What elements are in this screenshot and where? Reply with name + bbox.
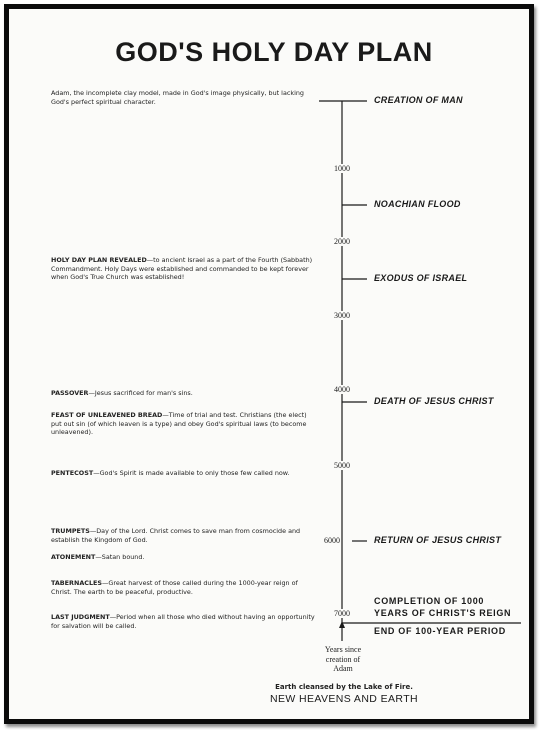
poster-frame (4, 4, 534, 724)
desc-holy-day-plan: HOLY DAY PLAN REVEALED—to ancient Israel as a part of the Fourth (Sabbath) Commandment. Holy Days were established and commanded to be kept forever when God's True Church was established! (51, 256, 313, 282)
desc-adam: Adam, the incomplete clay model, made in God's image physically, but lacking God's perfect spiritual character. (51, 89, 304, 106)
axis-arrow-head (339, 621, 345, 628)
year-5000: 5000 (322, 461, 362, 470)
year-6000: 6000 (324, 536, 340, 545)
desc-passover: PASSOVER—Jesus sacrificed for man's sins. (51, 389, 193, 397)
desc-pentecost: PENTECOST—God's Spirit is made available to only those few called now. (51, 469, 290, 477)
desc-unleavened-bread: FEAST OF UNLEAVENED BREAD—Time of trial and test. Christians (the elect) put out sin (of which leaven is a type) and obey God's spiritual laws (to become unleavened). (51, 411, 307, 437)
year-2000: 2000 (322, 237, 362, 246)
year-4000: 4000 (322, 385, 362, 394)
timeline-caption: Years since creation of Adam (324, 645, 362, 673)
event-creation-of-man: CREATION OF MAN (374, 95, 463, 105)
page-title: GOD'S HOLY DAY PLAN (115, 37, 433, 67)
event-return-of-jesus-christ: RETURN OF JESUS CHRIST (374, 535, 502, 545)
event-completion-of-1000: COMPLETION OF 1000 (374, 596, 485, 606)
event-noachian-flood: NOACHIAN FLOOD (374, 199, 461, 209)
desc-tabernacles: TABERNACLES—Great harvest of those called during the 1000-year reign of Christ. The earth to be peaceful, productive. (51, 579, 298, 596)
desc-trumpets: TRUMPETS—Day of the Lord. Christ comes to save man from cosmocide and establish the Kingdom of God. (51, 527, 301, 544)
year-3000: 3000 (322, 311, 362, 320)
desc-atonement: ATONEMENT—Satan bound. (51, 553, 145, 561)
footer-new-heavens: NEW HEAVENS AND EARTH (269, 693, 419, 705)
year-7000: 7000 (322, 609, 362, 618)
footer-cleansed: Earth cleansed by the Lake of Fire. (275, 683, 413, 691)
event-end-of-100-year-period: END OF 100-YEAR PERIOD (374, 626, 506, 636)
event-years-of-christs-reign: YEARS OF CHRIST'S REIGN (374, 608, 512, 618)
event-death-of-jesus-christ: DEATH OF JESUS CHRIST (374, 396, 494, 406)
desc-last-judgment: LAST JUDGMENT—Period when all those who died without having an opportunity for salvation will be called. (51, 613, 315, 630)
year-1000: 1000 (322, 164, 362, 173)
event-exodus-of-israel: EXODUS OF ISRAEL (374, 273, 468, 283)
